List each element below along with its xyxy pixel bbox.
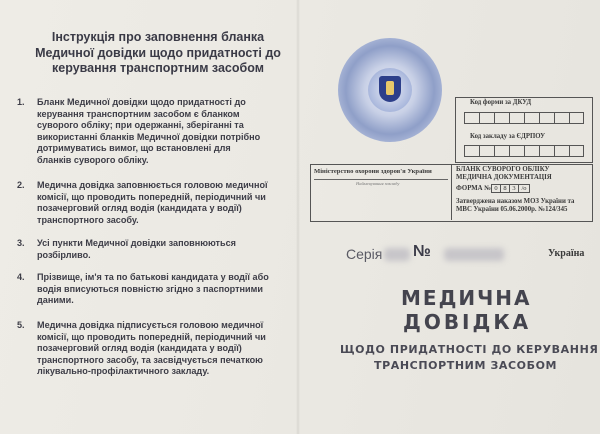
item-line: Прізвище, ім'я та по батькові кандидата у водії або <box>37 272 269 282</box>
item-line: водія вписуються повністю згідно з паспортними <box>37 283 263 294</box>
instruction-item-3 <box>17 238 292 261</box>
item-number: 1. <box>17 97 25 107</box>
instructions-title-line: Інструкція про заповнення бланка <box>51 30 265 44</box>
item-line: суворого обліку; при одержанні, зберіганні та <box>37 120 244 131</box>
forma-label: ФОРМА № <box>456 185 492 192</box>
item-line: використанні бланків Медичної довідки потрібно <box>37 131 261 142</box>
code-cell <box>509 112 524 124</box>
page-fold <box>296 0 300 434</box>
item-number: 5. <box>17 320 25 330</box>
coat-of-arms-icon <box>379 76 401 102</box>
seria-redacted <box>384 248 410 261</box>
form-header-divider <box>451 164 452 220</box>
code-cell <box>509 145 524 157</box>
item-line: транспортного засобу. <box>37 214 139 225</box>
instruction-item-4 <box>17 272 292 307</box>
item-number: 3. <box>17 238 25 248</box>
instructions-title-line: керування транспортним засобом <box>52 61 264 75</box>
blank-title-1: БЛАНК СУВОРОГО ОБЛІКУ <box>456 166 550 173</box>
forma-digit: /о <box>518 184 530 193</box>
ministry-underline <box>314 179 448 180</box>
heading-medychna: МЕДИЧНА <box>401 286 532 310</box>
instruction-item-2 <box>17 180 292 226</box>
item-line: Медична довідка підписується головою медичної <box>37 320 264 330</box>
kod-edrpou-label: Код закладу за ЄДРПОУ <box>470 133 546 140</box>
ministry-name: Міністерство охорони здоров'я України <box>314 168 432 175</box>
kod-edrpou-cells <box>464 145 584 157</box>
code-cell <box>524 112 539 124</box>
item-line: позачерговий огляд водія (кандидата у водії) <box>37 203 242 214</box>
code-cell <box>539 112 554 124</box>
heading-dovidka: ДОВІДКА <box>403 310 532 334</box>
kod-dkud-label: Код форми за ДКУД <box>470 99 532 106</box>
code-cell <box>539 145 554 157</box>
subtitle-line-1: ЩОДО ПРИДАТНОСТІ ДО КЕРУВАННЯ <box>340 343 599 356</box>
ministry-sublabel: Найменування закладу <box>356 181 400 186</box>
code-cell <box>479 145 494 157</box>
item-line: Медична довідка заповнюється головою медичної <box>37 180 268 190</box>
subtitle-line-2: ТРАНСПОРТНИМ ЗАСОБОМ <box>374 359 558 372</box>
approved-line-1: Затверджена наказом МОЗ України та <box>456 198 575 205</box>
code-cell <box>524 145 539 157</box>
code-cell <box>554 145 569 157</box>
item-number: 4. <box>17 272 25 282</box>
forma-number-cells <box>491 184 530 193</box>
number-label: № <box>413 243 431 260</box>
instructions-title-line: Медичної довідки щодо придатності до <box>35 45 281 60</box>
item-line: комісії, що проводить попередній, періодичний чи <box>37 331 266 342</box>
forma-digit: 8 <box>500 184 509 193</box>
item-line: бланків суворого обліку. <box>37 154 149 165</box>
code-cell <box>494 145 509 157</box>
instruction-item-1 <box>17 97 292 167</box>
item-number: 2. <box>17 180 25 190</box>
forma-digit: 0 <box>491 184 500 193</box>
instructions-title <box>24 30 292 77</box>
item-line: розбірливо. <box>37 249 91 260</box>
item-line: керування транспортним засобом є бланком <box>37 108 240 119</box>
seria-label: Серія <box>346 246 383 262</box>
item-line: Усі пункти Медичної довідки заповнюються <box>37 238 236 248</box>
country-label: Україна <box>548 248 585 259</box>
code-cell <box>494 112 509 124</box>
item-line: дотримуватись вимог, що встановлені для <box>37 143 231 154</box>
code-cell <box>554 112 569 124</box>
blank-title-2: МЕДИЧНА ДОКУМЕНТАЦІЯ <box>456 174 552 181</box>
forma-digit: 3 <box>509 184 518 193</box>
code-cell <box>569 112 584 124</box>
code-cell <box>464 112 479 124</box>
code-cell <box>479 112 494 124</box>
item-line: даними. <box>37 295 74 306</box>
item-line: позачерговий огляд водія (кандидата у водії) <box>37 343 242 354</box>
item-line: лікувально-профілактичного закладу. <box>37 366 210 377</box>
number-redacted <box>444 248 504 261</box>
hologram-seal-icon <box>338 38 442 142</box>
code-cell <box>464 145 479 157</box>
approved-line-2: МВС України 05.06.2000р. №124/345 <box>456 206 568 213</box>
item-line: транспортного засобу, та засвідчується печаткою <box>37 354 263 365</box>
kod-dkud-cells <box>464 112 584 124</box>
instruction-item-5 <box>17 320 292 378</box>
item-line: комісії, що проводить попередній, періодичний чи <box>37 191 266 202</box>
item-line: Бланк Медичної довідки щодо придатності до <box>37 97 246 107</box>
code-cell <box>569 145 584 157</box>
